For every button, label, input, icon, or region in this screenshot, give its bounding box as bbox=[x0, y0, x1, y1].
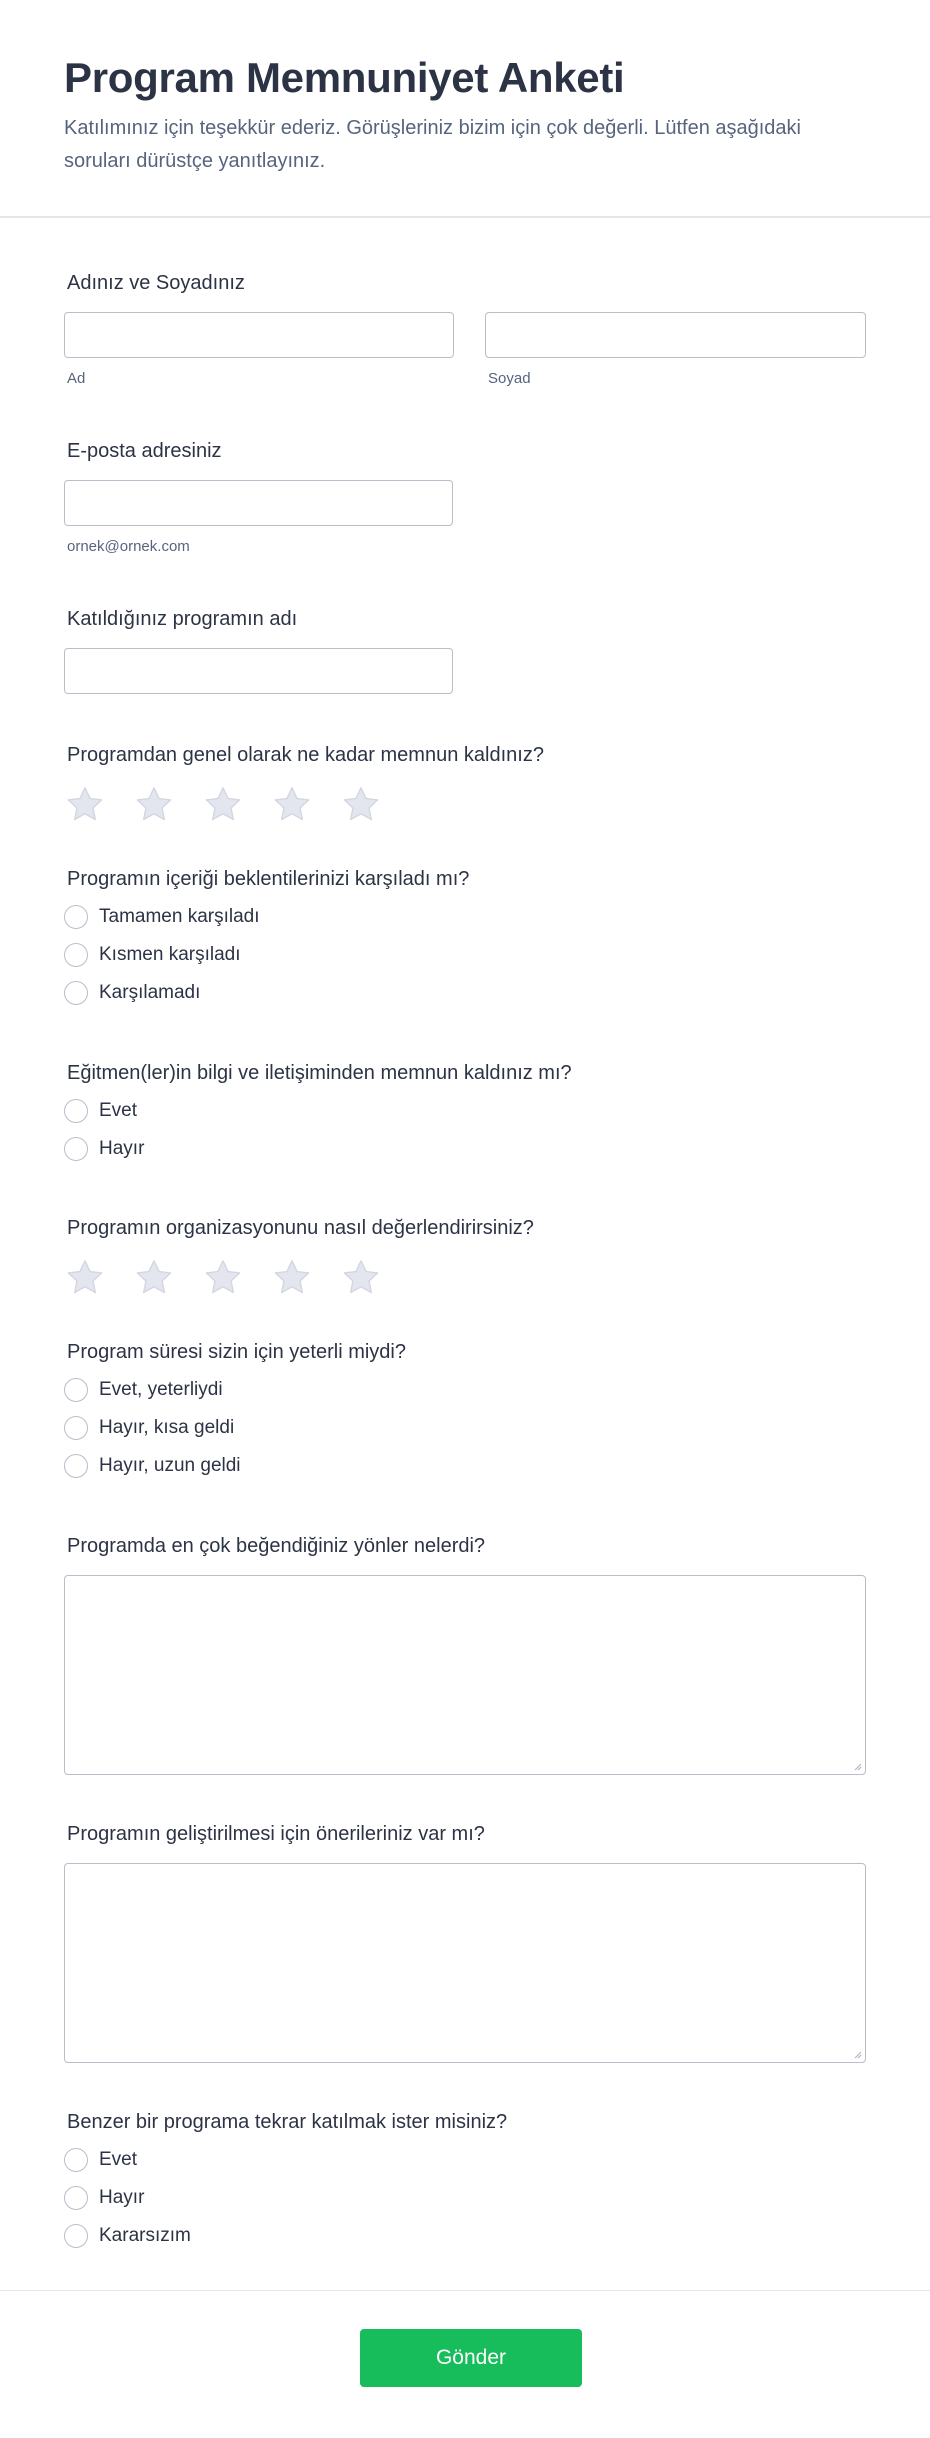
radio-option[interactable] bbox=[64, 1376, 223, 1404]
program-name-input[interactable] bbox=[64, 648, 453, 694]
radio-label: Hayır, uzun geldi bbox=[99, 1455, 241, 1476]
radio-option[interactable] bbox=[64, 2222, 191, 2250]
radio-button[interactable] bbox=[64, 943, 88, 967]
last-name-sublabel: Soyad bbox=[488, 370, 531, 387]
question-label: Programın organizasyonunu nasıl değerlendirirsiniz? bbox=[67, 1217, 534, 1239]
form-body bbox=[0, 218, 930, 2288]
question-trainer bbox=[64, 1060, 866, 1170]
radio-label: Hayır bbox=[99, 2187, 145, 2208]
liked-textarea[interactable] bbox=[64, 1575, 866, 1775]
radio-option[interactable] bbox=[64, 1135, 144, 1163]
question-label: E-posta adresiniz bbox=[67, 440, 222, 462]
star-icon[interactable] bbox=[340, 1257, 382, 1299]
radio-label: Evet bbox=[99, 1100, 138, 1121]
radio-label: Karşılamadı bbox=[99, 982, 201, 1003]
question-program-name bbox=[64, 606, 866, 706]
form-footer bbox=[0, 2290, 930, 2438]
radio-label: Evet bbox=[99, 2149, 138, 2170]
star-icon[interactable] bbox=[202, 784, 244, 826]
question-label: Program süresi sizin için yeterli miydi? bbox=[67, 1341, 406, 1363]
radio-button[interactable] bbox=[64, 981, 88, 1005]
radio-option[interactable] bbox=[64, 2184, 144, 2212]
radio-button[interactable] bbox=[64, 1137, 88, 1161]
radio-button[interactable] bbox=[64, 2148, 88, 2172]
resize-handle-icon[interactable] bbox=[852, 2049, 862, 2059]
radio-option[interactable] bbox=[64, 903, 260, 931]
question-label: Eğitmen(ler)in bilgi ve iletişiminden memnun kaldınız mı? bbox=[67, 1062, 572, 1084]
last-name-input[interactable] bbox=[485, 312, 866, 358]
radio-button[interactable] bbox=[64, 2186, 88, 2210]
question-content bbox=[64, 866, 866, 1016]
radio-option[interactable] bbox=[64, 1097, 137, 1125]
star-icon[interactable] bbox=[340, 784, 382, 826]
radio-button[interactable] bbox=[64, 1378, 88, 1402]
radio-option[interactable] bbox=[64, 1452, 241, 1480]
form-header bbox=[0, 0, 930, 218]
question-attend-again bbox=[64, 2109, 866, 2259]
question-full-name bbox=[64, 270, 866, 410]
first-name-input[interactable] bbox=[64, 312, 454, 358]
star-icon[interactable] bbox=[202, 1257, 244, 1299]
radio-option[interactable] bbox=[64, 2146, 137, 2174]
star-icon[interactable] bbox=[64, 1257, 106, 1299]
radio-label: Kararsızım bbox=[99, 2225, 191, 2246]
star-icon[interactable] bbox=[64, 784, 106, 826]
form-subtitle: Katılımınız için teşekkür ederiz. Görüşleriniz bizim için çok değerli. Lütfen aşağıdaki soruları dürüstçe yanıtlayınız. bbox=[64, 117, 801, 172]
email-sublabel: ornek@ornek.com bbox=[67, 538, 190, 555]
resize-handle-icon[interactable] bbox=[852, 1761, 862, 1771]
question-duration bbox=[64, 1339, 866, 1489]
radio-option[interactable] bbox=[64, 1414, 234, 1442]
star-icon[interactable] bbox=[133, 1257, 175, 1299]
star-rating bbox=[64, 1257, 409, 1299]
star-icon[interactable] bbox=[271, 784, 313, 826]
star-rating bbox=[64, 784, 409, 826]
question-label: Programın içeriği beklentilerinizi karşıladı mı? bbox=[67, 868, 470, 890]
question-liked bbox=[64, 1533, 866, 1783]
radio-button[interactable] bbox=[64, 905, 88, 929]
question-label: Programın geliştirilmesi için önerileriniz var mı? bbox=[67, 1823, 485, 1845]
radio-option[interactable] bbox=[64, 979, 200, 1007]
question-label: Programda en çok beğendiğiniz yönler nelerdi? bbox=[67, 1535, 486, 1557]
question-label: Benzer bir programa tekrar katılmak ister misiniz? bbox=[67, 2111, 508, 2133]
first-name-sublabel: Ad bbox=[67, 370, 86, 387]
question-label: Adınız ve Soyadınız bbox=[67, 272, 245, 294]
radio-label: Kısmen karşıladı bbox=[99, 944, 241, 965]
suggestions-textarea[interactable] bbox=[64, 1863, 866, 2063]
radio-label: Tamamen karşıladı bbox=[99, 906, 260, 927]
submit-button[interactable]: Gönder bbox=[360, 2329, 582, 2387]
radio-button[interactable] bbox=[64, 1099, 88, 1123]
question-suggestions bbox=[64, 1821, 866, 2071]
radio-label: Hayır bbox=[99, 1138, 145, 1159]
question-email bbox=[64, 438, 866, 578]
email-input[interactable] bbox=[64, 480, 453, 526]
question-label: Katıldığınız programın adı bbox=[67, 608, 298, 630]
star-icon[interactable] bbox=[133, 784, 175, 826]
radio-button[interactable] bbox=[64, 1416, 88, 1440]
radio-button[interactable] bbox=[64, 2224, 88, 2248]
radio-label: Evet, yeterliydi bbox=[99, 1379, 223, 1400]
question-organization-rating bbox=[64, 1215, 866, 1305]
question-overall-rating bbox=[64, 742, 866, 832]
radio-label: Hayır, kısa geldi bbox=[99, 1417, 235, 1438]
question-label: Programdan genel olarak ne kadar memnun kaldınız? bbox=[67, 744, 544, 766]
form-title: Program Memnuniyet Anketi bbox=[64, 54, 625, 101]
star-icon[interactable] bbox=[271, 1257, 313, 1299]
radio-option[interactable] bbox=[64, 941, 241, 969]
radio-button[interactable] bbox=[64, 1454, 88, 1478]
